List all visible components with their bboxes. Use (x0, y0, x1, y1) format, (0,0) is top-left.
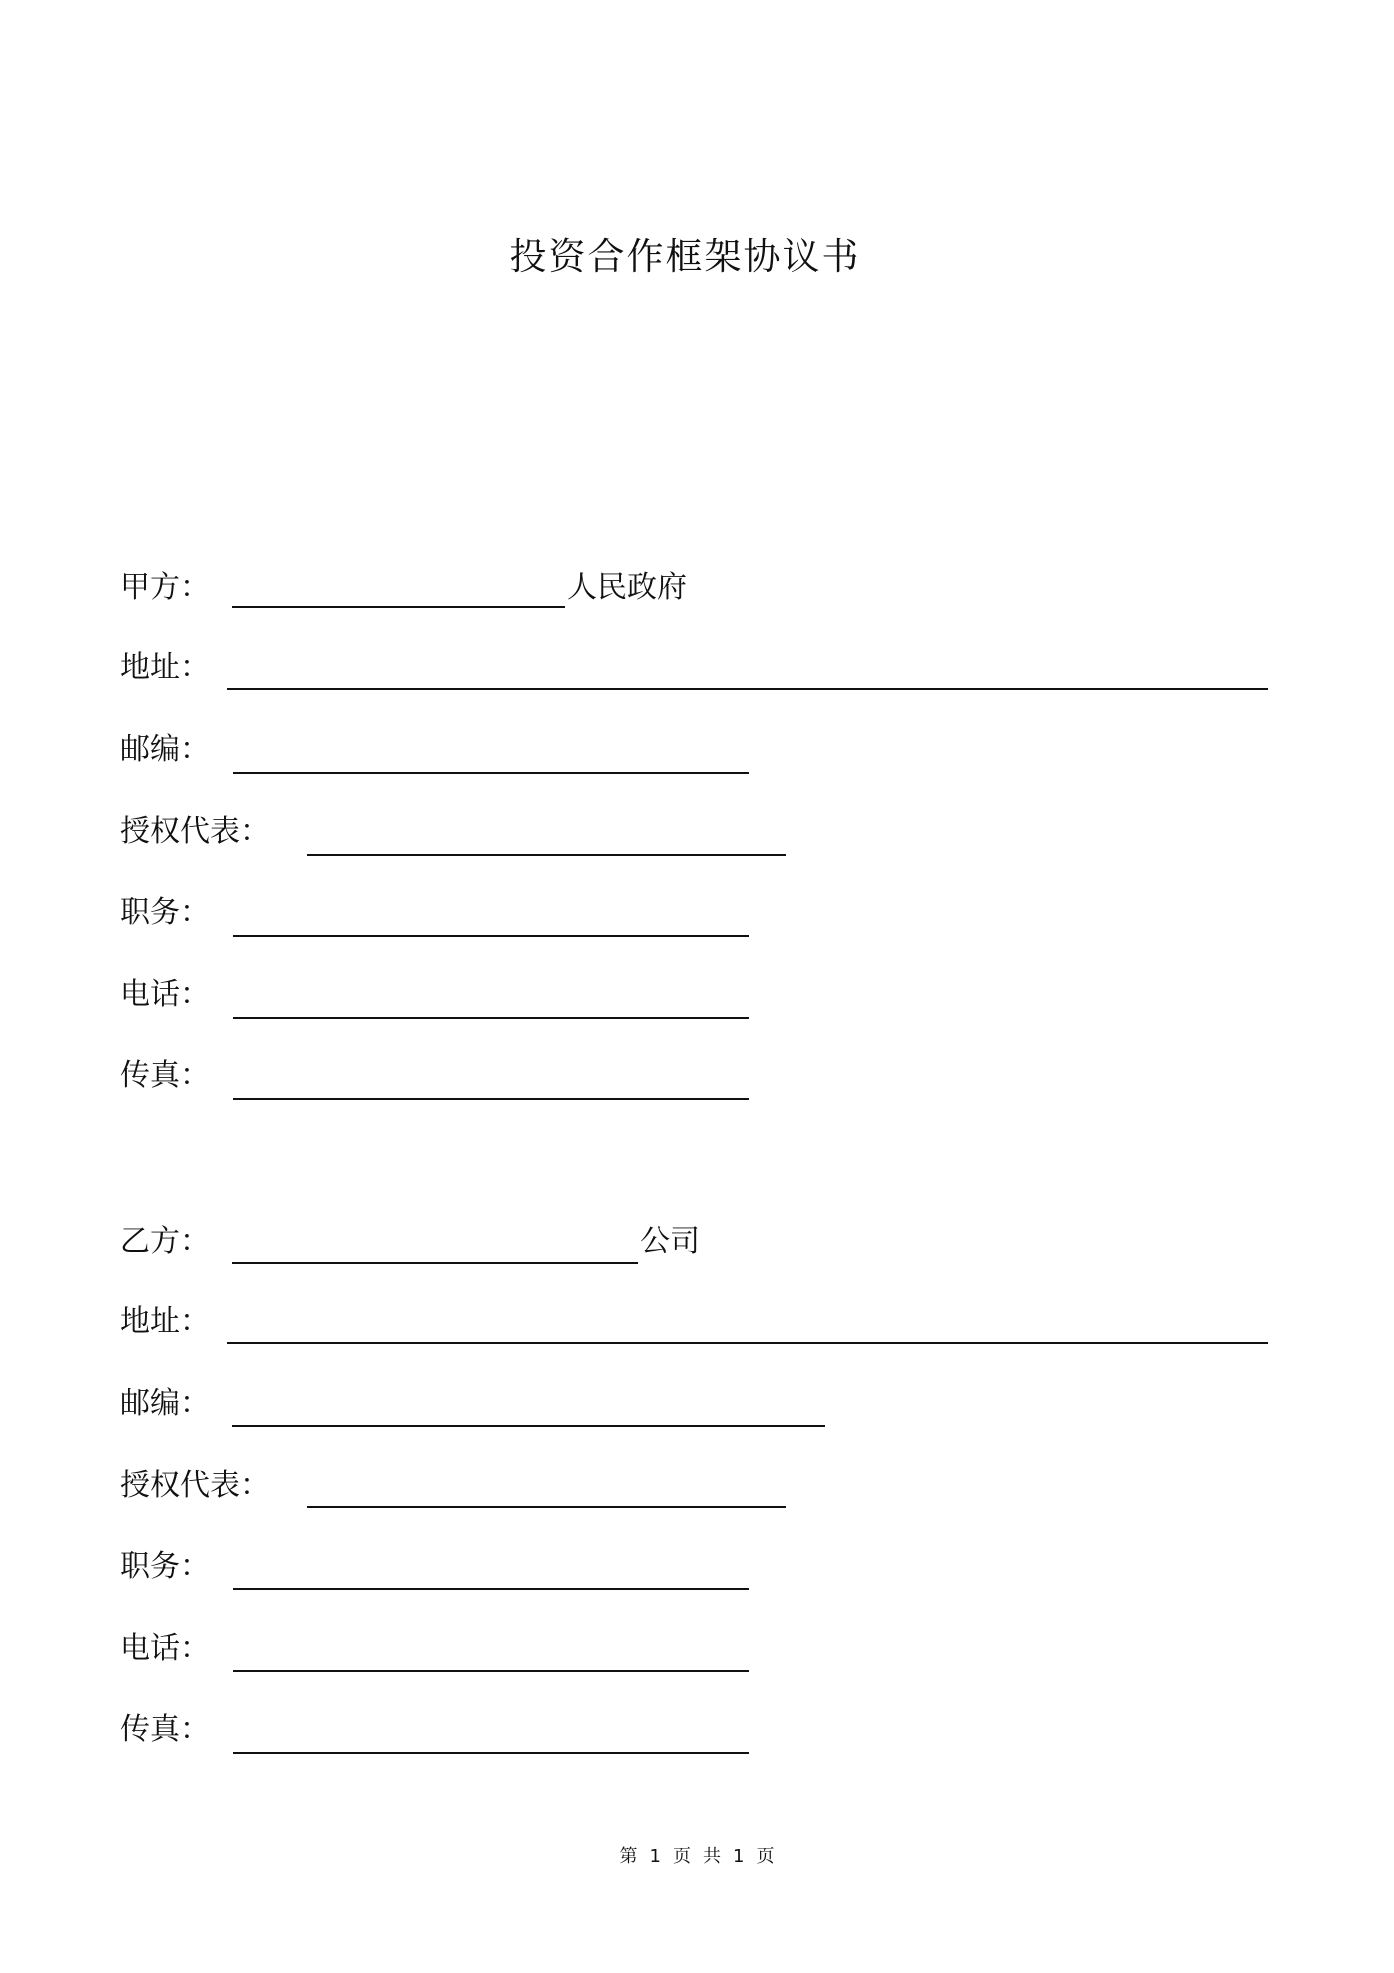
footer-total-word: 共 (703, 1846, 721, 1867)
party-b-postcode-blank[interactable] (232, 1425, 825, 1427)
party-b-phone-blank[interactable] (233, 1670, 749, 1672)
footer-total-number: 1 (733, 1846, 745, 1867)
party-b-name-suffix: 公司 (640, 1224, 700, 1259)
party-b-position-label: 职务： (120, 1549, 210, 1584)
party-a-representative-blank[interactable] (307, 854, 786, 856)
page-footer (0, 1842, 1394, 1868)
document-title: 投资合作框架协议书 (509, 235, 861, 278)
party-a-phone-blank[interactable] (233, 1017, 749, 1019)
footer-page-number: 1 (649, 1846, 661, 1867)
party-a-name-blank[interactable] (232, 606, 565, 608)
footer-page-word: 第 (619, 1846, 638, 1867)
party-a-position-blank[interactable] (233, 935, 749, 937)
party-a-postcode-label: 邮编： (120, 732, 210, 767)
party-b-postcode-label: 邮编： (120, 1386, 210, 1421)
party-b-address-label: 地址： (120, 1304, 210, 1339)
party-b-fax-label: 传真： (120, 1712, 210, 1747)
party-b-representative-label: 授权代表： (120, 1468, 270, 1503)
party-b-name-blank[interactable] (232, 1262, 638, 1264)
party-a-representative-label: 授权代表： (120, 814, 270, 849)
party-b-position-blank[interactable] (233, 1588, 749, 1590)
party-a-fax-blank[interactable] (233, 1098, 749, 1100)
party-a-position-label: 职务： (120, 895, 210, 930)
party-a-label: 甲方： (120, 570, 210, 605)
party-a-fax-label: 传真： (120, 1058, 210, 1093)
party-b-phone-label: 电话： (120, 1631, 210, 1666)
party-a-address-label: 地址： (120, 650, 210, 685)
party-a-address-blank[interactable] (227, 688, 1268, 690)
footer-page-unit: 页 (673, 1846, 691, 1867)
party-a-postcode-blank[interactable] (233, 772, 749, 774)
footer-total-unit: 页 (756, 1846, 775, 1867)
party-b-fax-blank[interactable] (233, 1752, 749, 1754)
party-a-phone-label: 电话： (120, 977, 210, 1012)
party-a-name-suffix: 人民政府 (567, 570, 687, 605)
party-b-address-blank[interactable] (227, 1342, 1268, 1344)
party-b-label: 乙方： (120, 1224, 210, 1259)
party-b-representative-blank[interactable] (307, 1506, 786, 1508)
